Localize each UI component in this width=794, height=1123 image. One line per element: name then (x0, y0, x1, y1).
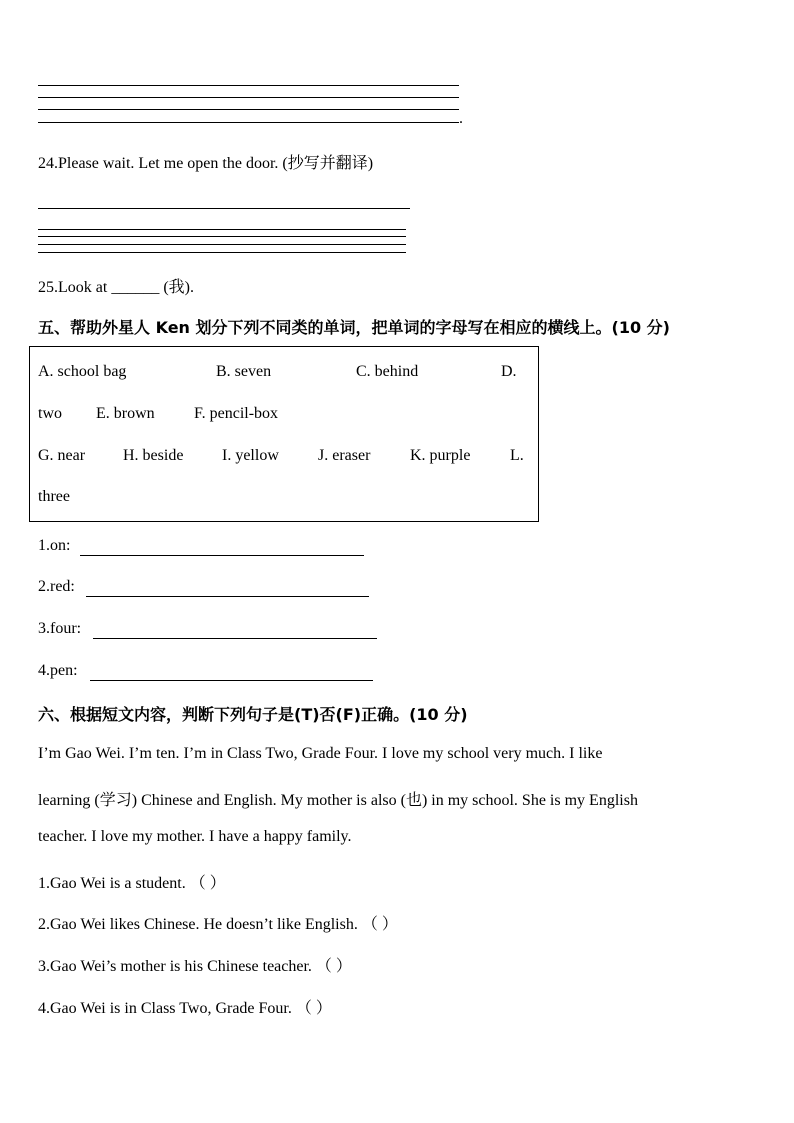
word-f: F. pencil-box (194, 405, 279, 422)
question-24: 24.Please wait. Let me open the door. (抄写并翻译) (38, 155, 374, 172)
word-a: A. school bag (38, 363, 127, 380)
answer-line[interactable] (38, 244, 406, 245)
word-e: E. brown (96, 405, 155, 422)
answer-line[interactable] (38, 208, 410, 209)
answer-label: 4.pen: (38, 662, 78, 679)
answer-line[interactable] (38, 97, 459, 98)
answer-label: 3.four: (38, 620, 82, 637)
answer-label: 1.on: (38, 537, 71, 554)
answer-row-four (38, 620, 81, 638)
word-d-continued: two (38, 405, 62, 422)
question-25-prefix: 25.Look at (38, 279, 112, 296)
answer-line[interactable] (38, 229, 406, 230)
answer-blank-pen[interactable] (90, 680, 373, 681)
question-25-blank[interactable]: ______ (111, 279, 160, 296)
answer-blank-on[interactable] (80, 555, 364, 556)
answer-line[interactable] (38, 236, 406, 237)
word-b: B. seven (216, 363, 272, 380)
word-d: D. (501, 363, 517, 380)
word-c: C. behind (356, 363, 419, 380)
word-h: H. beside (123, 447, 184, 464)
section-6-heading: 六、根据短文内容，判断下列句子是(T)否(F)正确。(10 分) (38, 705, 468, 724)
answer-line[interactable] (38, 85, 459, 86)
answer-line[interactable] (38, 252, 406, 253)
answer-blank-red[interactable] (86, 596, 369, 597)
word-g: G. near (38, 447, 86, 464)
answer-row-pen (38, 662, 78, 680)
word-k: K. purple (410, 447, 471, 464)
question-25-suffix: (我). (163, 279, 194, 296)
tf-question-4[interactable]: 4.Gao Wei is in Class Two, Grade Four. （ ） (38, 1000, 332, 1017)
answer-row-on (38, 537, 70, 555)
tf-question-3[interactable]: 3.Gao Wei’s mother is his Chinese teacher. （ ） (38, 958, 352, 975)
word-i: I. yellow (222, 447, 279, 464)
question-25 (38, 274, 194, 297)
answer-row-red (38, 578, 75, 596)
passage-line-1: I’m Gao Wei. I’m ten. I’m in Class Two, Grade Four. I love my school very much. I like (38, 745, 603, 762)
answer-line[interactable] (38, 122, 459, 123)
word-l: L. (510, 447, 524, 464)
tf-question-2[interactable]: 2.Gao Wei likes Chinese. He doesn’t like English. （ ） (38, 916, 398, 933)
word-l-continued: three (38, 488, 70, 505)
answer-line[interactable] (38, 109, 459, 110)
line-end-period: . (459, 110, 463, 127)
answer-label: 2.red: (38, 578, 75, 595)
word-j: J. eraser (318, 447, 371, 464)
section-5-heading: 五、帮助外星人 Ken 划分下列不同类的单词，把单词的字母写在相应的横线上。(10 分) (38, 318, 670, 337)
passage-line-2: learning (学习) Chinese and English. My mother is also (也) in my school. She is my English (38, 792, 638, 809)
passage-line-3: teacher. I love my mother. I have a happy family. (38, 828, 352, 845)
answer-blank-four[interactable] (93, 638, 377, 639)
tf-question-1[interactable]: 1.Gao Wei is a student. （ ） (38, 875, 226, 892)
